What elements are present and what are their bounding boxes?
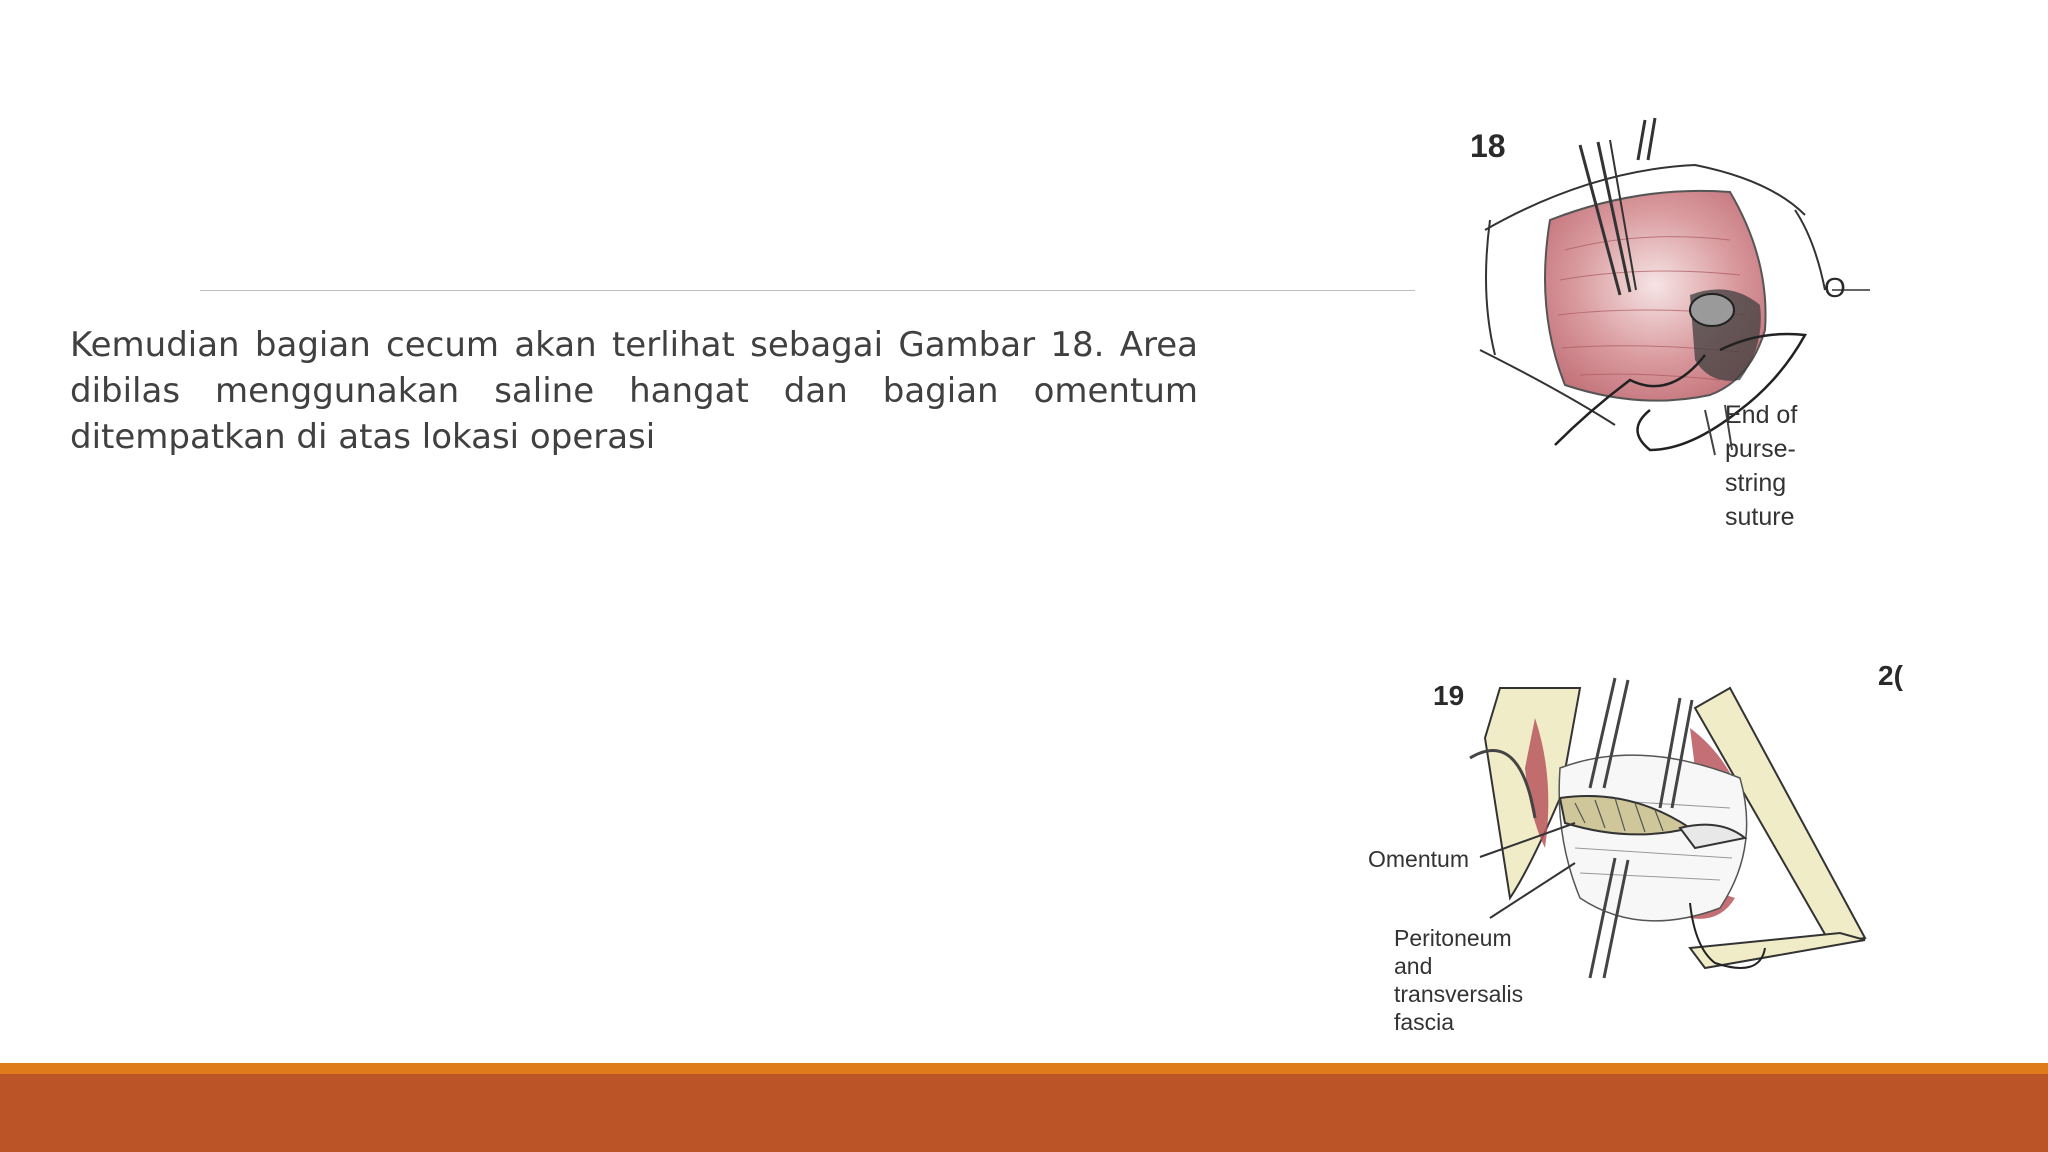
footer-accent-bar bbox=[0, 1063, 2048, 1074]
title-divider-line bbox=[200, 290, 1415, 291]
purse-string-label: End of purse- string suture bbox=[1725, 401, 1798, 531]
peritoneum-label: Peritoneum and transversalis fascia bbox=[1394, 925, 1524, 1035]
figure-19-omentum-illustration bbox=[1360, 648, 1903, 1040]
footer-bar bbox=[0, 1074, 2048, 1152]
figure-number-next: 2( bbox=[1878, 660, 1903, 691]
omentum-label: Omentum bbox=[1368, 846, 1469, 872]
figure-number-18: 18 bbox=[1470, 128, 1506, 164]
figure-number-19: 19 bbox=[1433, 680, 1465, 711]
figure-18-cecum-illustration bbox=[1440, 80, 1890, 550]
body-paragraph: Kemudian bagian cecum akan terlihat sebagai Gambar 18. Area dibilas menggunakan saline hangat dan bagian omentum ditempatkan di atas lokasi operasi bbox=[70, 325, 1198, 457]
figure-marker: O bbox=[1824, 272, 1846, 303]
cecum-drawing bbox=[1440, 80, 1890, 550]
